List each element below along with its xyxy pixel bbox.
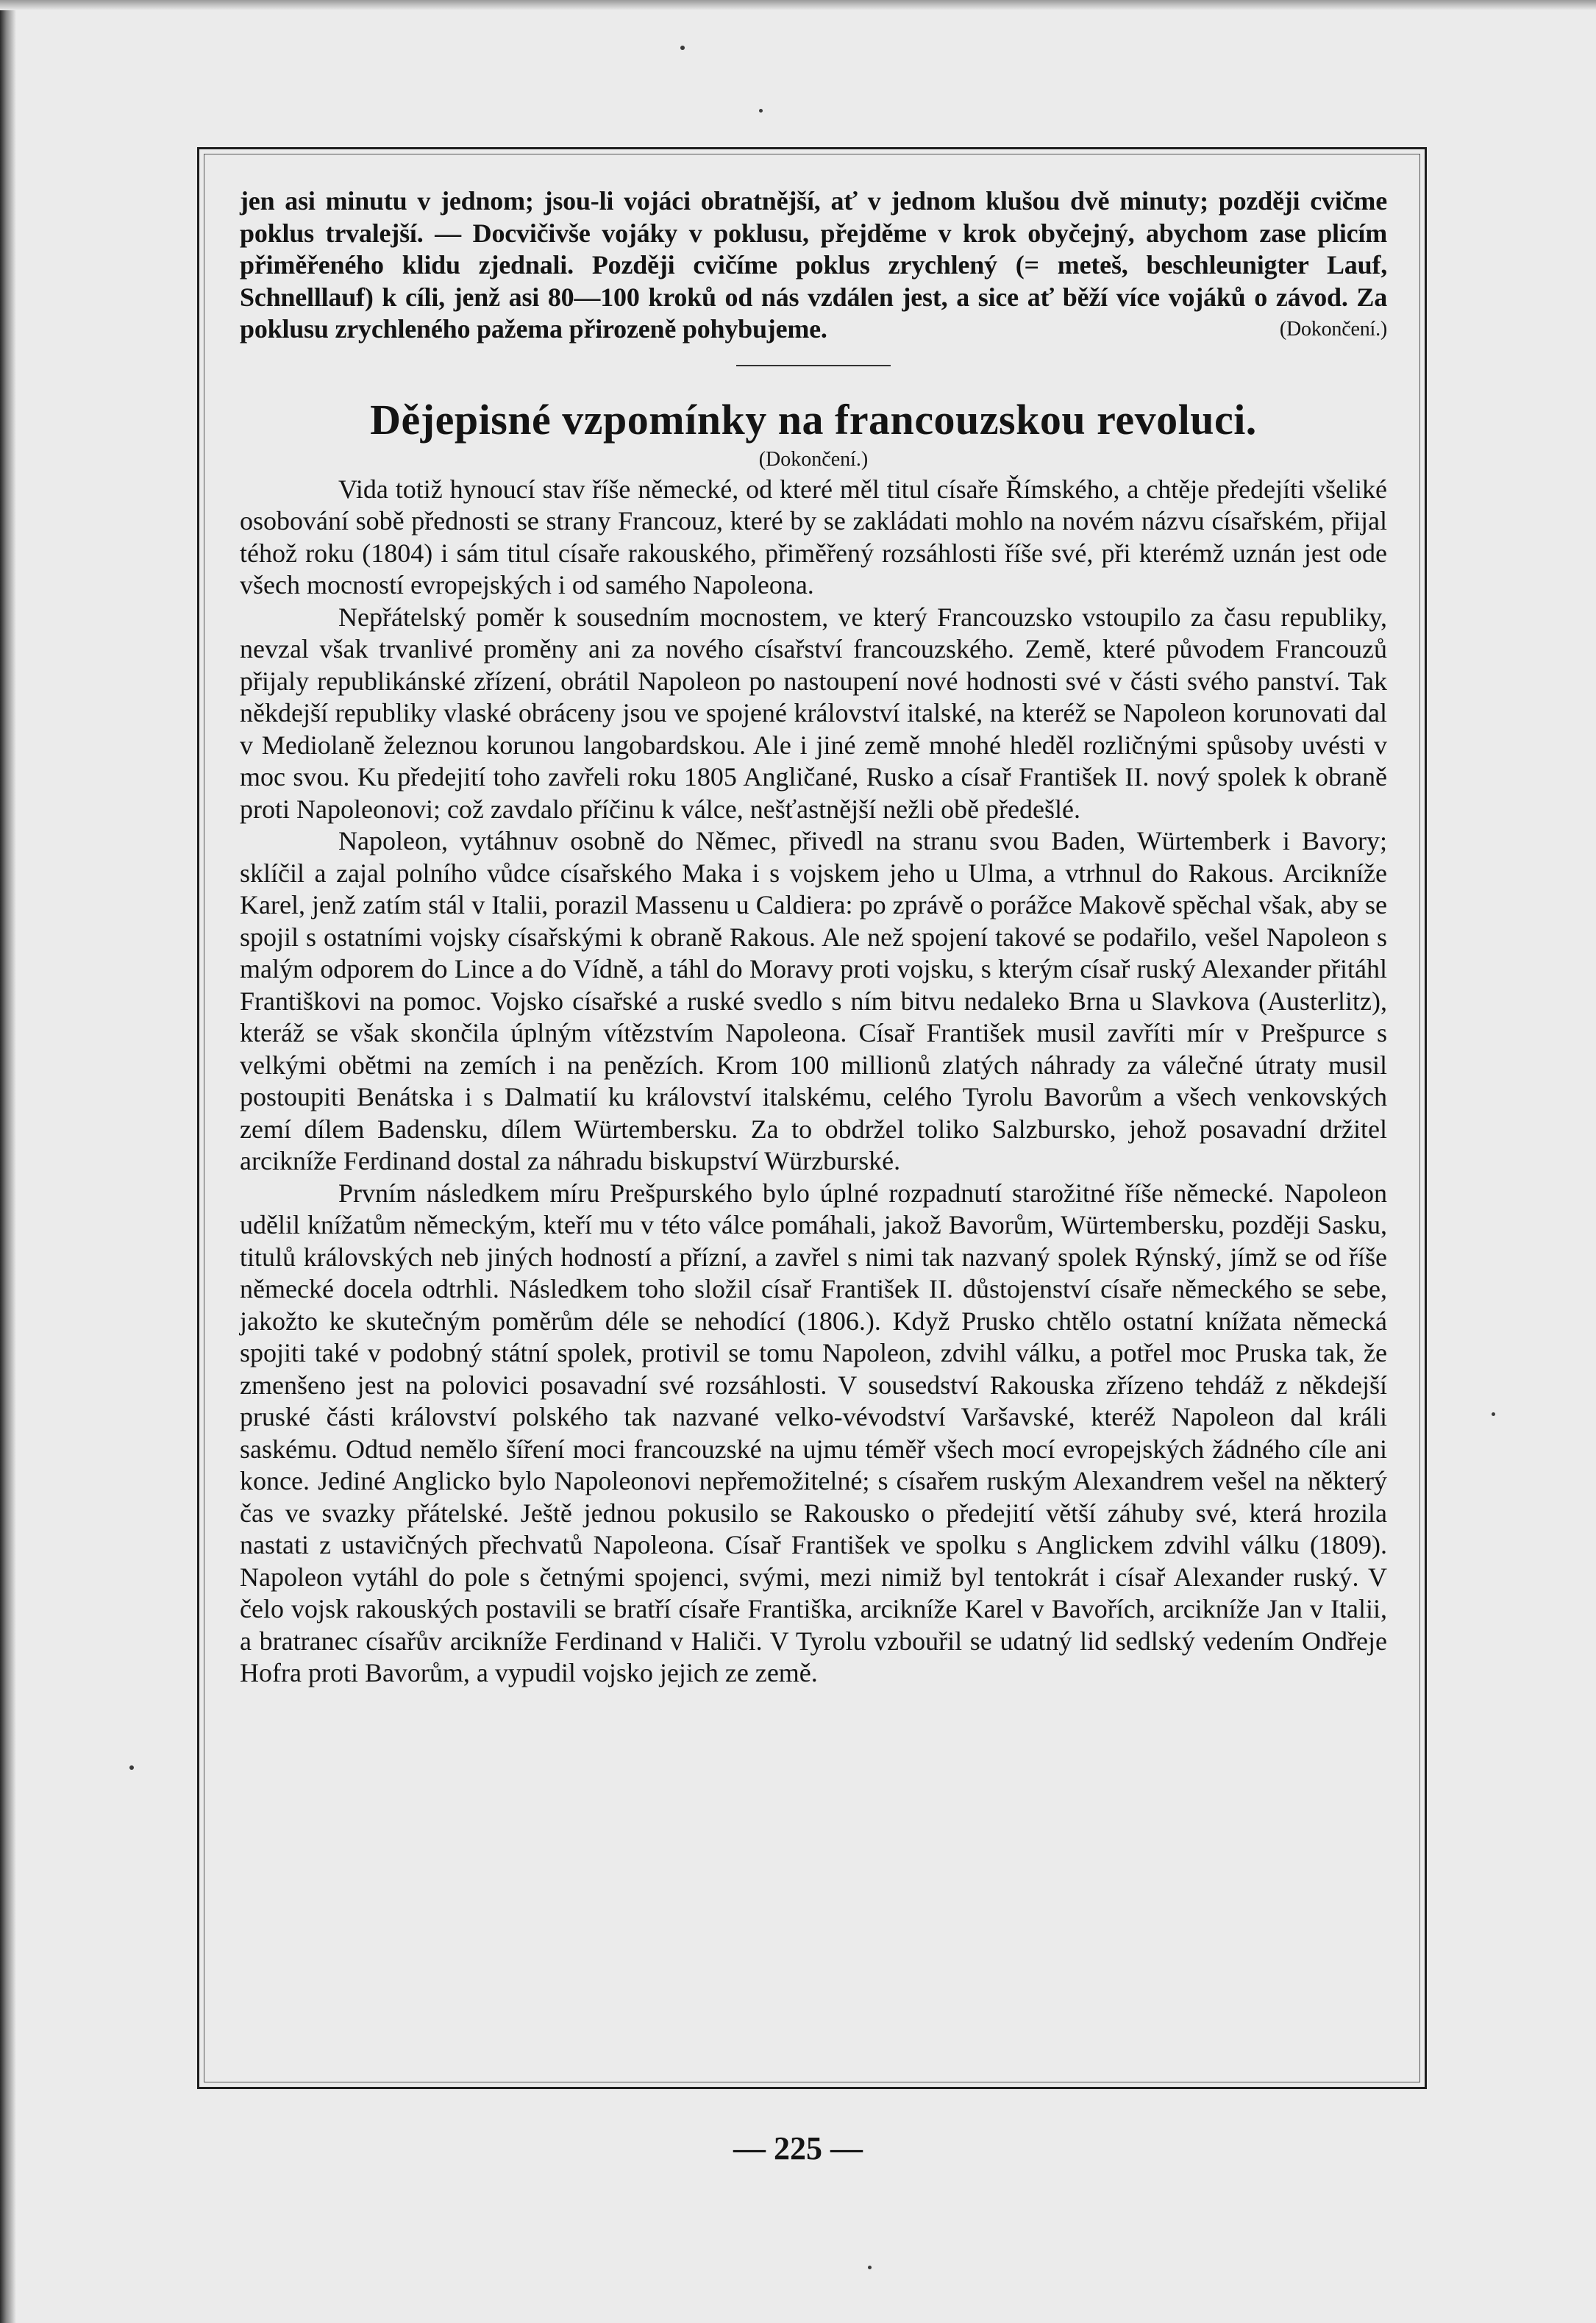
scan-speck (868, 2266, 872, 2269)
page-content (240, 185, 1387, 1690)
article-title: Dějepisné vzpomínky na francouzskou revoluci. (370, 395, 1257, 444)
previous-article-ending (240, 185, 1387, 346)
scan-speck (680, 46, 685, 50)
article-subtitle: (Dokončení.) (758, 447, 869, 471)
scan-shadow-left (0, 0, 16, 2323)
previous-article-text: jen asi minutu v jednom; jsou-li vojáci obratnější, ať v jednom klušou dvě minuty; později cvičme poklus trvalejší. — Docvičivše vojáky v poklusu, přejděme v krok obyčejný, abychom zase plicím přiměřeného klidu zjednali. Později cvičíme poklus zrychlený (= meteš, beschleunigter Lauf, Schnelllauf) k cíli, jenž asi 80—100 kroků od nás vzdálen jest, a sice ať běží více vojáků o závod. Za poklusu zrychleného pažema přirozeně pohybujeme. (240, 186, 1387, 344)
scan-speck (759, 109, 763, 113)
article-paragraph: Napoleon, vytáhnuv osobně do Němec, přivedl na stranu svou Baden, Würtemberk i Bavory; sklíčil a zajal polního vůdce císařského Maka i s vojskem jeho u Ulma, a vtrhnul do Rakous. Arcikníže Karel, jenž zatím stál v Italii, porazil Massenu u Caldiera: po zprávě o porážce Makově spěchal však, aby se spojil s ostatními vojsky císařskými k obraně Rakous. Ale než spojení takové se podařilo, vešel Napoleon s malým odporem do Lince a do Vídně, a táhl do Moravy proti vojsku, s kterým císař ruský Alexander přitáhl Františkovi na pomoc. Vojsko císařské a ruské svedlo s ním bitvu nedaleko Brna u Slavkova (Austerlitz), kteráž se však skončila úplným vítězstvím Napoleona. Císař František musil zavříti mír v Prešpurce s velkými obětmi na zemích i na penězích. Krom 100 millionů zlatých náhrady za válečné útraty musil postoupiti Benátska i s Dalmatií ku království italskému, celého Tyrolu Bavorům a všech venkovských zemí dílem Badensku, dílem Würtembersku. Za to obdržel toliko Salzbursko, jehož posavadní držitel arcikníže Ferdinand dostal za náhradu biskupství Würzburské. (240, 826, 1387, 1175)
continuation-end-mark: (Dokončení.) (1279, 318, 1387, 341)
article-paragraph: Nepřátelský poměr k sousedním mocnostem, ve který Francouzsko vstoupilo za času republiky, nevzal však trvanlivé proměny ani za nového císařství francouzského. Země, které původem Francouzů přijaly republikánské zřízení, obrátil Napoleon po nastoupení nové hodnosti své v části svého panství. Tak někdejší republiky vlaské obráceny jsou ve spojené království italské, na kteréž se Napoleon korunovati dal v Mediolaně železnou korunou langobardskou. Ale i jiné země mnohé hleděl rozličnými spůsoby uvésti v moc svou. Ku předejití toho zavřeli roku 1805 Angličané, Rusko a císař František II. nový spolek k obraně proti Napoleonovi; což zavdalo příčinu k válce, nešťastnější nežli obě předešlé. (240, 602, 1387, 824)
article-paragraph: Vida totiž hynoucí stav říše německé, od které měl titul císaře Římského, a chtěje předejíti všeliké osobování sobě přednosti se strany Francouz, které by se zakládati mohlo na novém názvu císařském, přijal téhož roku (1804) i sám titul císaře rakouského, přiměřený rozsáhlosti říše své, při kterémž uznán jest ode všech mocností evropejských i od samého Napoleona. (240, 474, 1387, 600)
page-number: — 225 — (733, 2130, 863, 2166)
scan-shadow-top (0, 0, 1596, 10)
article-paragraph: Prvním následkem míru Prešpurského bylo úplné rozpadnutí starožitné říše německé. Napoleon udělil knížatům německým, kteří mu v této válce pomáhali, jakož Bavorům, Würtembersku, později Sasku, titulů královských neb jiných hodností a přízní, a zavřel s nimi tak nazvaný spolek Rýnský, jímž se od říše německé docela odtrhli. Následkem toho složil císař František II. důstojenství císaře německého se sebe, jakožto ke skutečným poměrům déle se nehodící (1806.). Když Prusko chtělo ostatní knížata německá spojiti také v podobný státní spolek, protivil se tomu Napoleon, zdvihl válku, a potřel moc Pruska tak, že zmenšeno jest na polovici posavadní své rozsáhlosti. V sousedství Rakouska zřízeno tehdáž z někdejší pruské části království polského tak nazvané velko-vévodství Varšavské, kteréž Napoleon dal králi saskému. Odtud nemělo šíření moci francouzské na ujmu téměř všech mocí evropejských žádného cíle ani konce. Jediné Anglicko bylo Napoleonovi nepřemožitelné; s císařem ruským Alexandrem vešel na některý čas ve svazky přátelské. Ještě jednou pokusilo se Rakousko o předejití větší záhuby své, která hrozila nastati z ustavičných přechvatů Napoleona. Císař František ve spolku s Anglickem zdvihl válku (1809). Napoleon vytáhl do pole s četnými spojenci, svými, mezi nimiž byl tentokrát i císař Alexander ruský. V čelo vojsk rakouských postavili se bratří císaře Františka, arcikníže Karel v Bavořích, arcikníže Jan v Italii, a bratranec císařův arcikníže Ferdinand v Haliči. V Tyrolu vzbouřil se udatný lid sedlský vedením Ondřeje Hofra proti Bavorům, a vypudil vojsko jejich ze země. (240, 1178, 1387, 1687)
section-divider (736, 365, 891, 366)
scan-speck (1492, 1412, 1495, 1416)
scan-speck (129, 1765, 134, 1770)
